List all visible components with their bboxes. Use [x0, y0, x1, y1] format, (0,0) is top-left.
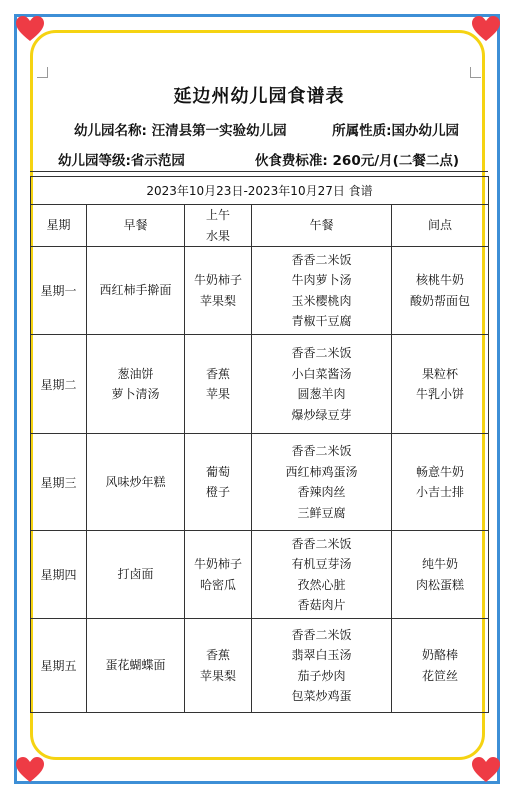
- crop-mark: [37, 67, 48, 78]
- day-cell: 星期五: [31, 619, 87, 713]
- day-cell: 星期四: [31, 531, 87, 619]
- table-row: [31, 531, 489, 619]
- snack-cell: 纯牛奶 肉松蛋糕: [392, 531, 489, 619]
- fruit-cell: 香蕉 苹果梨: [185, 619, 252, 713]
- heart-icon: [472, 757, 500, 783]
- crop-mark: [470, 67, 481, 78]
- kindergarten-grade: 幼儿园等级:省示范园: [58, 153, 185, 169]
- table-row: [31, 619, 489, 713]
- fee-standard: 伙食费标准: 260元/月(二餐二点): [254, 153, 459, 169]
- affiliation: 所属性质:国办幼儿园: [332, 123, 459, 139]
- lunch-cell: 香香二米饭 翡翠白玉汤 茄子炒肉 包菜炒鸡蛋: [252, 619, 392, 713]
- info-row-2: [40, 149, 485, 169]
- header-row: [31, 205, 489, 247]
- lunch-cell: 香香二米饭 有机豆芽汤 孜然心脏 香菇肉片: [252, 531, 392, 619]
- header-day: 星期: [31, 205, 87, 247]
- day-cell: 星期三: [31, 434, 87, 531]
- date-range: 2023年10月23日-2023年10月27日 食谱: [31, 177, 489, 205]
- table-row: [31, 434, 489, 531]
- heart-icon: [16, 757, 44, 783]
- breakfast-cell: 葱油饼 萝卜清汤: [87, 335, 185, 434]
- breakfast-cell: 西红柿手擀面: [87, 247, 185, 335]
- header-lunch: 午餐: [252, 205, 392, 247]
- breakfast-cell: 蛋花蝴蝶面: [87, 619, 185, 713]
- day-cell: 星期一: [31, 247, 87, 335]
- fruit-cell: 牛奶柿子 苹果梨: [185, 247, 252, 335]
- header-snack: 间点: [392, 205, 489, 247]
- fruit-cell: 牛奶柿子 哈密瓜: [185, 531, 252, 619]
- breakfast-cell: 打卤面: [87, 531, 185, 619]
- snack-cell: 奶酪棒 花笸丝: [392, 619, 489, 713]
- snack-cell: 果粒杯 牛乳小饼: [392, 335, 489, 434]
- kindergarten-name: 幼儿园名称: 汪清县第一实验幼儿园: [74, 123, 287, 139]
- heart-icon: [16, 16, 44, 42]
- fruit-cell: 香蕉 苹果: [185, 335, 252, 434]
- lunch-cell: 香香二米饭 小白菜酱汤 圆葱羊肉 爆炒绿豆芽: [252, 335, 392, 434]
- snack-cell: 核桃牛奶 酸奶帮面包: [392, 247, 489, 335]
- fruit-cell: 葡萄 橙子: [185, 434, 252, 531]
- header-fruit: 上午 水果: [185, 205, 252, 247]
- header-breakfast: 早餐: [87, 205, 185, 247]
- menu-table: [30, 176, 489, 713]
- day-cell: 星期二: [31, 335, 87, 434]
- lunch-cell: 香香二米饭 西红柿鸡蛋汤 香辣肉丝 三鲜豆腐: [252, 434, 392, 531]
- lunch-cell: 香香二米饭 牛肉萝卜汤 玉米樱桃肉 青椒干豆腐: [252, 247, 392, 335]
- table-row: [31, 247, 489, 335]
- info-row-1: [40, 119, 485, 139]
- page-title: 延边州幼儿园食谱表: [173, 86, 345, 107]
- breakfast-cell: 风味炒年糕: [87, 434, 185, 531]
- date-row: [31, 177, 489, 205]
- divider: [30, 171, 488, 172]
- heart-icon: [472, 16, 500, 42]
- table-row: [31, 335, 489, 434]
- snack-cell: 畅意牛奶 小吉士排: [392, 434, 489, 531]
